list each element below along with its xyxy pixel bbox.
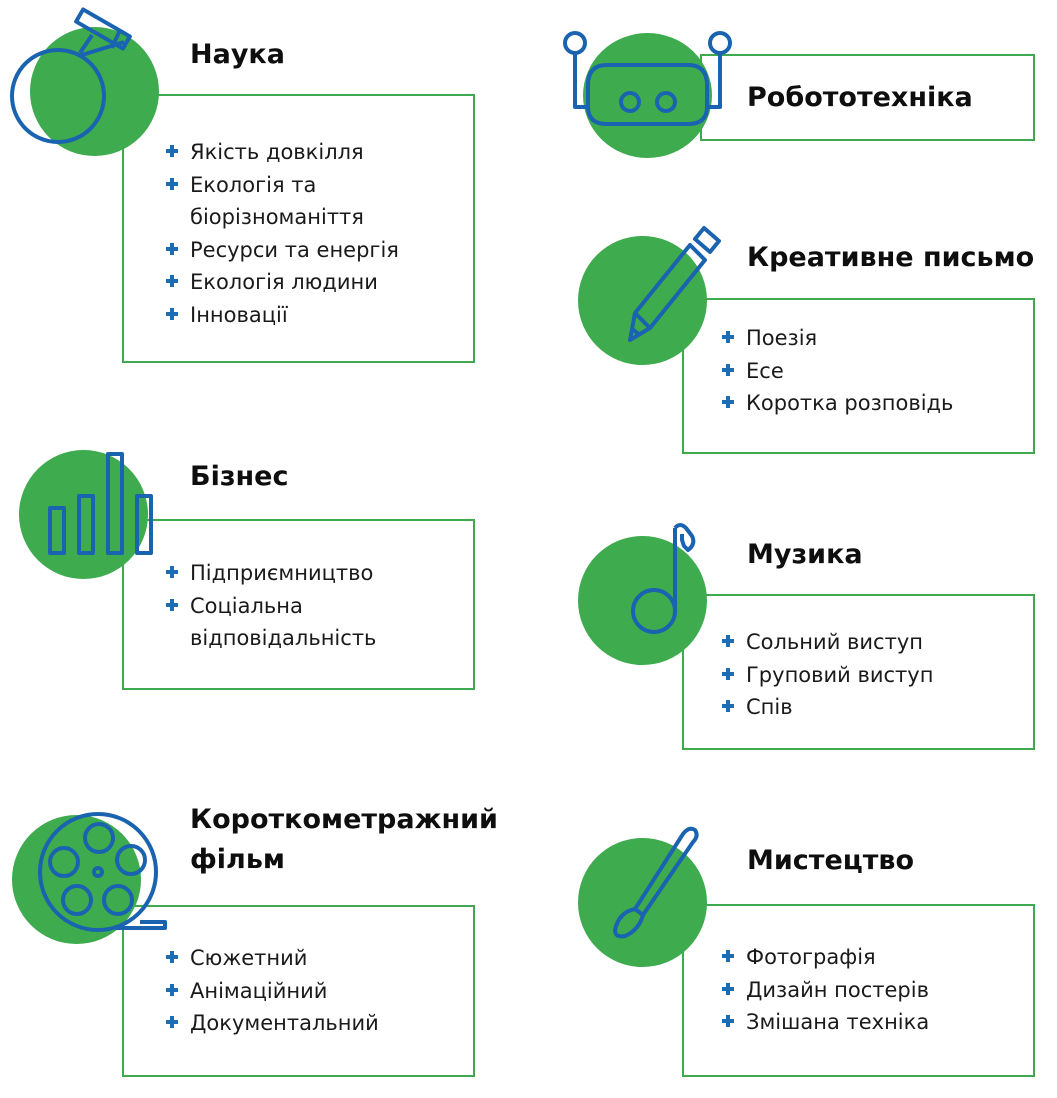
category-title: Наука — [190, 39, 285, 70]
list-item — [166, 234, 456, 267]
plus-icon — [166, 566, 178, 578]
robot-icon — [555, 25, 745, 135]
list-item — [166, 136, 456, 169]
list-item-label: Соціальна відповідальність — [190, 593, 377, 650]
category-item-list — [722, 941, 1022, 1039]
list-item-label: Анімаційний — [190, 978, 328, 1003]
list-item — [166, 266, 456, 299]
plus-icon — [166, 275, 178, 287]
category-item-list — [166, 942, 456, 1040]
list-item-label: Сюжетний — [190, 946, 308, 970]
list-item-label: Спів — [746, 695, 793, 719]
list-item-label: Інновації — [190, 302, 288, 327]
plus-icon — [166, 243, 178, 255]
plus-icon — [166, 951, 178, 963]
category-item-list — [166, 557, 456, 655]
plus-icon — [166, 145, 178, 157]
list-item-label: Груповий виступ — [746, 662, 934, 687]
plus-icon — [722, 950, 734, 962]
list-item-label: Екологія людини — [190, 270, 378, 294]
list-item — [722, 626, 1022, 659]
plus-icon — [722, 331, 734, 343]
list-item — [166, 590, 456, 655]
list-item-label: Поезія — [746, 326, 818, 350]
plus-icon — [722, 983, 734, 995]
list-item-label: Змішана техніка — [746, 1010, 930, 1034]
plus-icon — [722, 1015, 734, 1027]
list-item — [722, 691, 1022, 724]
list-item — [722, 322, 1022, 355]
list-item-label: Фотографія — [746, 945, 876, 969]
list-item-label: Екологія та біорізноманіття — [190, 172, 364, 229]
list-item-label: Есе — [746, 358, 784, 383]
plus-icon — [722, 635, 734, 647]
plus-icon — [166, 178, 178, 190]
list-item — [166, 1007, 456, 1040]
plus-icon — [166, 599, 178, 611]
list-item — [166, 169, 456, 234]
list-item — [722, 659, 1022, 692]
category-item-list — [722, 322, 1022, 420]
category-title: Мистецтво — [747, 845, 915, 876]
list-item-label: Документальний — [190, 1011, 379, 1035]
film-reel-icon — [30, 800, 175, 935]
plus-icon — [722, 668, 734, 680]
list-item-label: Коротка розповідь — [746, 391, 954, 415]
list-item — [722, 1006, 1022, 1039]
plus-icon — [722, 700, 734, 712]
list-item — [166, 557, 456, 590]
list-item-label: Сольний виступ — [746, 630, 923, 654]
paintbrush-icon — [605, 822, 705, 947]
list-item-label: Дизайн постерів — [746, 977, 929, 1002]
bar-chart-icon — [40, 448, 160, 563]
list-item — [722, 941, 1022, 974]
plus-icon — [722, 364, 734, 376]
category-title: Робототехніка — [747, 82, 973, 113]
list-item — [166, 299, 456, 332]
list-item-label: Ресурси та енергія — [190, 237, 399, 262]
category-title: Бізнес — [190, 461, 289, 492]
pencil-icon — [620, 225, 730, 350]
list-item — [166, 975, 456, 1008]
plus-icon — [166, 308, 178, 320]
category-item-list — [166, 136, 456, 331]
list-item — [722, 974, 1022, 1007]
category-title: Музика — [747, 539, 863, 570]
category-title: Короткометражний фільм — [190, 804, 498, 875]
list-item-label: Якість довкілля — [190, 140, 364, 164]
category-title: Креативне письмо — [747, 242, 1035, 273]
plus-icon — [722, 396, 734, 408]
plus-icon — [166, 984, 178, 996]
list-item — [722, 355, 1022, 388]
list-item — [166, 942, 456, 975]
plus-icon — [166, 1016, 178, 1028]
list-item — [722, 387, 1022, 420]
category-item-list — [722, 626, 1022, 724]
music-note-icon — [620, 520, 700, 645]
list-item-label: Підприємництво — [190, 561, 374, 585]
